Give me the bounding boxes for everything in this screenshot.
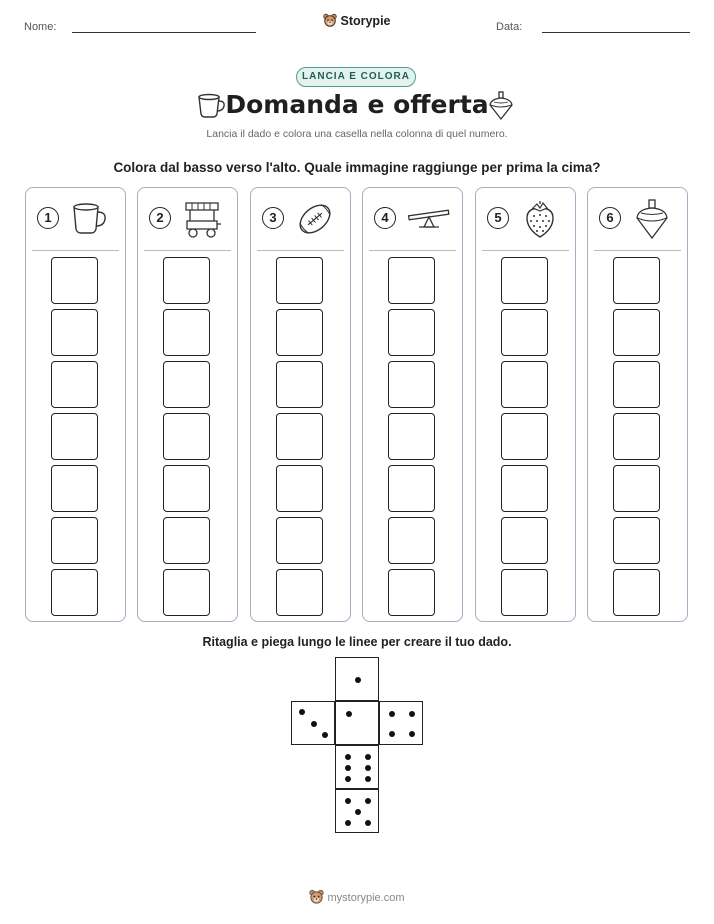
color-box[interactable] bbox=[388, 517, 435, 564]
die-face-6 bbox=[335, 745, 379, 789]
die-pip bbox=[345, 776, 351, 782]
color-box[interactable] bbox=[613, 361, 660, 408]
color-box[interactable] bbox=[51, 517, 98, 564]
die-pip bbox=[409, 711, 415, 717]
die-pip bbox=[299, 709, 305, 715]
die-pip bbox=[345, 798, 351, 804]
die-pip bbox=[365, 798, 371, 804]
market-cart-icon bbox=[182, 199, 222, 244]
die-pip bbox=[322, 732, 328, 738]
color-box[interactable] bbox=[613, 569, 660, 616]
column-number: 4 bbox=[374, 207, 396, 229]
column-number: 2 bbox=[149, 207, 171, 229]
color-box[interactable] bbox=[276, 413, 323, 460]
die-pip bbox=[365, 765, 371, 771]
column-1 bbox=[25, 187, 126, 622]
die-pip bbox=[365, 776, 371, 782]
color-box[interactable] bbox=[276, 257, 323, 304]
die-face-3 bbox=[291, 701, 335, 745]
die-pip bbox=[355, 677, 361, 683]
color-box[interactable] bbox=[501, 361, 548, 408]
color-box[interactable] bbox=[613, 465, 660, 512]
color-box[interactable] bbox=[276, 569, 323, 616]
seesaw-icon bbox=[407, 199, 451, 244]
die-pip bbox=[345, 765, 351, 771]
color-box[interactable] bbox=[51, 413, 98, 460]
footer-url[interactable]: mystorypie.com bbox=[327, 892, 405, 904]
date-label: Data: bbox=[496, 21, 523, 33]
column-2 bbox=[137, 187, 238, 622]
die-face-4 bbox=[379, 701, 423, 745]
die-pip bbox=[389, 711, 395, 717]
bear-logo-icon bbox=[323, 13, 337, 31]
color-box[interactable] bbox=[163, 465, 210, 512]
date-line[interactable] bbox=[542, 32, 690, 33]
footer bbox=[0, 889, 714, 908]
column-4 bbox=[362, 187, 463, 622]
color-box[interactable] bbox=[276, 517, 323, 564]
die-pip bbox=[365, 820, 371, 826]
color-box[interactable] bbox=[501, 465, 548, 512]
subtitle: Lancia il dado e colora una casella nella colonna di quel numero. bbox=[206, 128, 508, 140]
spinning-top-icon bbox=[632, 199, 672, 246]
name-line[interactable] bbox=[72, 32, 256, 33]
column-divider bbox=[257, 250, 344, 251]
die-face-1-top bbox=[335, 657, 379, 701]
column-3 bbox=[250, 187, 351, 622]
color-box[interactable] bbox=[501, 257, 548, 304]
name-label: Nome: bbox=[24, 21, 57, 33]
color-box[interactable] bbox=[276, 361, 323, 408]
color-box[interactable] bbox=[501, 413, 548, 460]
column-divider bbox=[144, 250, 231, 251]
column-number: 1 bbox=[37, 207, 59, 229]
column-number: 6 bbox=[599, 207, 621, 229]
color-box[interactable] bbox=[388, 465, 435, 512]
column-divider bbox=[32, 250, 119, 251]
die-face-1-center bbox=[335, 701, 379, 745]
question-text: Colora dal basso verso l'alto. Quale immagine raggiunge per prima la cima? bbox=[113, 160, 601, 175]
die-pip bbox=[345, 820, 351, 826]
die-pip bbox=[355, 809, 361, 815]
color-box[interactable] bbox=[388, 257, 435, 304]
activity-badge: LANCIA E COLORA bbox=[296, 67, 416, 87]
bear-logo-icon bbox=[309, 889, 324, 908]
column-divider bbox=[482, 250, 569, 251]
color-box[interactable] bbox=[51, 569, 98, 616]
die-pip bbox=[409, 731, 415, 737]
brand-logo bbox=[0, 13, 714, 31]
color-box[interactable] bbox=[613, 257, 660, 304]
column-6 bbox=[587, 187, 688, 622]
page-title: Domanda e offerta bbox=[225, 90, 489, 119]
color-box[interactable] bbox=[51, 465, 98, 512]
color-box[interactable] bbox=[613, 309, 660, 356]
color-box[interactable] bbox=[276, 309, 323, 356]
die-pip bbox=[345, 754, 351, 760]
die-pip bbox=[365, 754, 371, 760]
column-number: 5 bbox=[487, 207, 509, 229]
color-box[interactable] bbox=[163, 569, 210, 616]
color-box[interactable] bbox=[388, 569, 435, 616]
color-box[interactable] bbox=[501, 517, 548, 564]
color-box[interactable] bbox=[501, 569, 548, 616]
column-divider bbox=[369, 250, 456, 251]
brand-name: Storypie bbox=[340, 14, 391, 28]
color-box[interactable] bbox=[501, 309, 548, 356]
die-pip bbox=[311, 721, 317, 727]
die-instruction: Ritaglia e piega lungo le linee per creare il tuo dado. bbox=[202, 635, 512, 649]
column-divider bbox=[594, 250, 681, 251]
color-box[interactable] bbox=[613, 413, 660, 460]
color-box[interactable] bbox=[163, 257, 210, 304]
color-box[interactable] bbox=[163, 309, 210, 356]
die-face-5 bbox=[335, 789, 379, 833]
color-box[interactable] bbox=[51, 257, 98, 304]
color-box[interactable] bbox=[388, 413, 435, 460]
color-box[interactable] bbox=[51, 361, 98, 408]
column-5 bbox=[475, 187, 576, 622]
teacup-icon bbox=[70, 199, 110, 242]
strawberry-icon bbox=[520, 199, 560, 244]
color-box[interactable] bbox=[163, 361, 210, 408]
color-box[interactable] bbox=[276, 465, 323, 512]
die-pip bbox=[389, 731, 395, 737]
color-box[interactable] bbox=[51, 309, 98, 356]
color-box[interactable] bbox=[388, 309, 435, 356]
column-number: 3 bbox=[262, 207, 284, 229]
color-box[interactable] bbox=[163, 413, 210, 460]
color-box[interactable] bbox=[388, 361, 435, 408]
color-box[interactable] bbox=[163, 517, 210, 564]
football-icon bbox=[295, 199, 335, 244]
spinning-top-title-icon bbox=[488, 91, 514, 126]
die-pip bbox=[346, 711, 352, 717]
color-box[interactable] bbox=[613, 517, 660, 564]
